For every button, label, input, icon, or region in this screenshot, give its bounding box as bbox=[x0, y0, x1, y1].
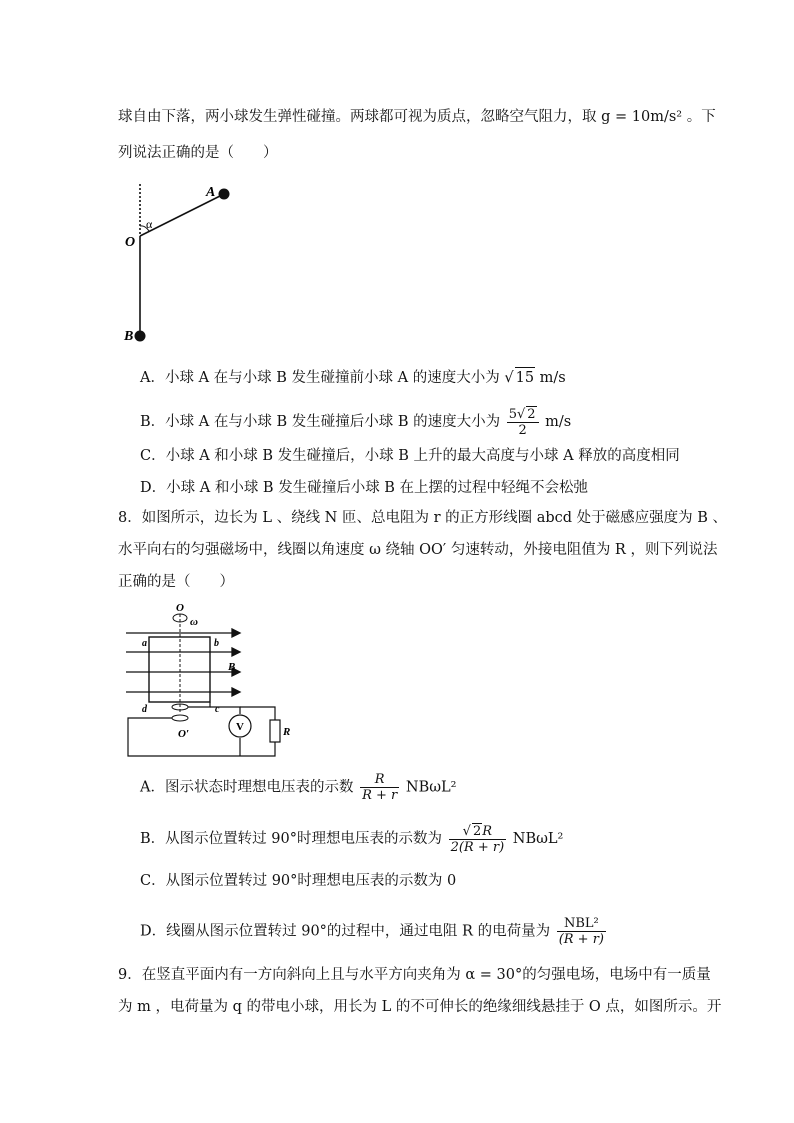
q7-stem-line-1: 球自由下落，两小球发生弹性碰撞。两球都可视为质点，忽略空气阻力，取 g = 10m/s² 。下 bbox=[118, 109, 716, 125]
label-o: O bbox=[125, 235, 136, 250]
ball-b bbox=[135, 331, 146, 342]
q9-stem-line-1: 9．在竖直平面内有一方向斜向上且与水平方向夹角为 α = 30°的匀强电场，电场中有一质量 bbox=[118, 967, 711, 983]
label-alpha: α bbox=[146, 217, 153, 231]
q8-stem-line-1: 8．如图所示，边长为 L 、绕线 N 匝、总电阻为 r 的正方形线圈 abcd 处于磁感应强度为 B 、 bbox=[118, 510, 728, 526]
label-o: O bbox=[176, 602, 184, 614]
q8-stem-line-2: 水平向右的匀强磁场中，线圈以角速度 ω 绕轴 OO′ 匀速转动，外接电阻值为 R ，则下列说法 bbox=[118, 542, 718, 558]
label-field-b: B bbox=[228, 661, 236, 673]
voltmeter-label: V bbox=[236, 721, 244, 733]
q7-pendulum-figure bbox=[118, 178, 248, 348]
q7-option-b: B．小球 A 在与小球 B 发生碰撞后小球 B 的速度大小为 $\frac{5√ 2}{2}$ m/s bbox=[140, 407, 572, 438]
q7-option-d: D．小球 A 和小球 B 发生碰撞后小球 B 在上摆的过程中轻绳不会松弛 bbox=[140, 480, 589, 496]
q8-stem-line-3: 正确的是（ ） bbox=[118, 574, 234, 590]
q9-stem-line-2: 为 m ，电荷量为 q 的带电小球，用长为 L 的不可伸长的绝缘细线悬挂于 O 点，如图所示。开 bbox=[118, 999, 722, 1015]
q7-stem-line-2: 列说法正确的是（ ） bbox=[118, 145, 278, 161]
label-a: A bbox=[206, 185, 216, 200]
ball-a bbox=[219, 189, 230, 200]
q8-coil-figure bbox=[120, 600, 300, 760]
slip-ring-lower bbox=[172, 715, 188, 721]
label-a: a bbox=[142, 638, 147, 649]
label-c: c bbox=[215, 704, 220, 715]
label-b: B bbox=[124, 329, 134, 344]
q8-option-c: C．从图示位置转过 90°时理想电压表的示数为 0 bbox=[140, 873, 457, 889]
string-oa bbox=[140, 194, 224, 236]
q7-option-a: A．小球 A 在与小球 B 发生碰撞前小球 A 的速度大小为 √ 15 m/s bbox=[140, 367, 566, 388]
external-circuit bbox=[128, 702, 275, 756]
q7-option-c: C．小球 A 和小球 B 发生碰撞后，小球 B 上升的最大高度与小球 A 释放的高度相同 bbox=[140, 448, 680, 464]
label-o-prime: O′ bbox=[178, 728, 190, 740]
label-d: d bbox=[142, 704, 147, 715]
q8-option-d: D．线圈从图示位置转过 90°的过程中，通过电阻 R 的电荷量为 $\frac{\text{NBL²}}{(R + r)}$ bbox=[140, 916, 604, 947]
label-resistor-r: R bbox=[283, 726, 291, 738]
q8-option-b: B．从图示位置转过 90°时理想电压表的示数为 $\frac{√ 2R}{2(R + r)}$ NBωL² bbox=[140, 824, 564, 855]
label-b: b bbox=[214, 638, 219, 649]
label-omega: ω bbox=[190, 616, 198, 628]
resistor-r bbox=[270, 720, 280, 742]
q8-option-a: A．图示状态时理想电压表的示数 $\frac{R}{R + r}$ NBωL² bbox=[140, 772, 457, 803]
